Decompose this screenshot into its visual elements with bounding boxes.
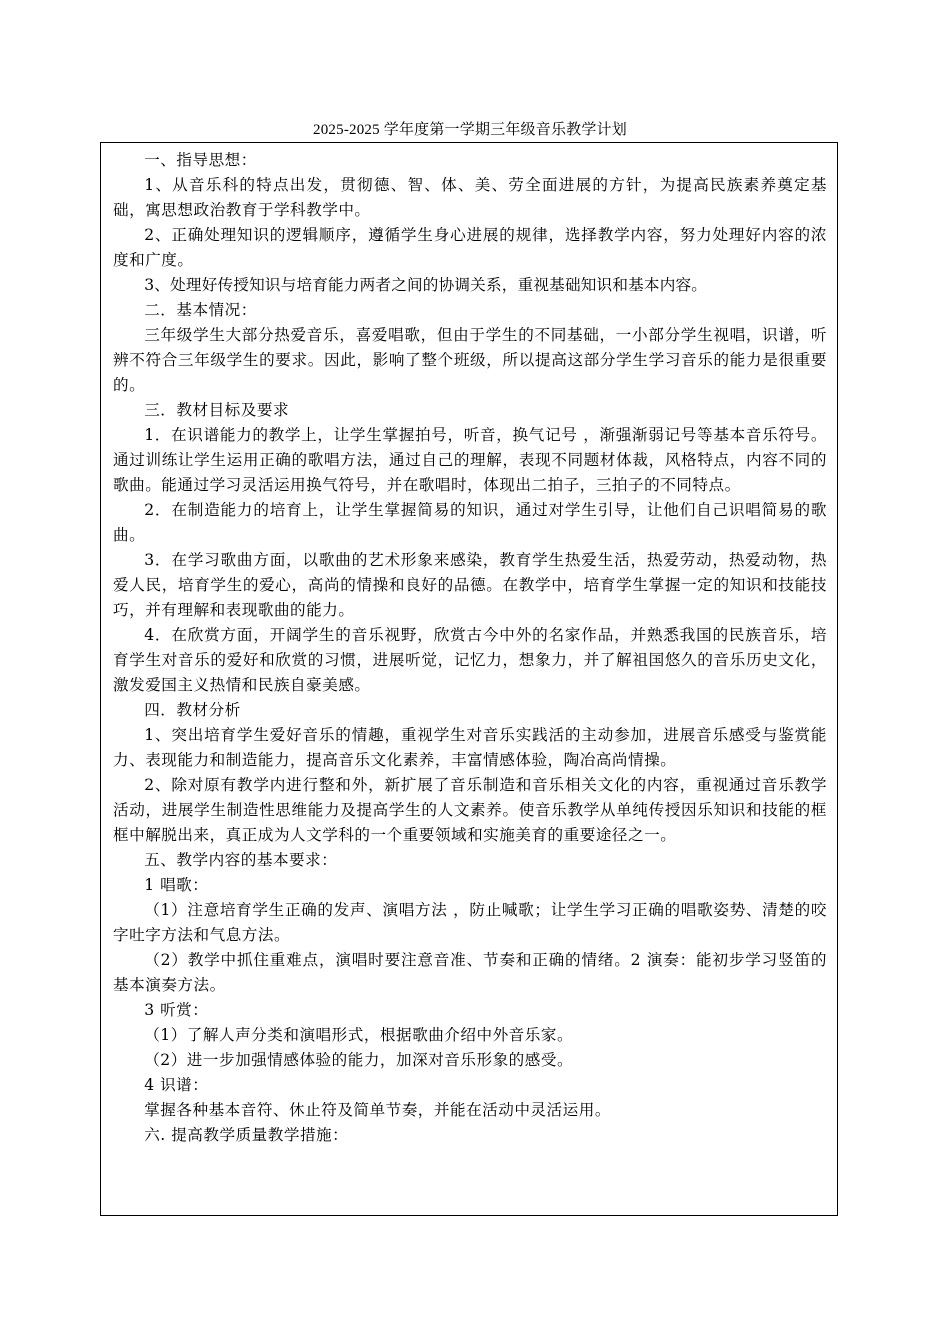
paragraph: 2．在制造能力的培育上，让学生掌握简易的知识，通过对学生引导，让他们自己识唱简易的歌曲。 — [113, 501, 827, 544]
section-heading-guiding-thought: 一、指导思想： — [144, 151, 257, 169]
paragraph: （2）教学中抓住重难点，演唱时要注意音准、节奏和正确的情绪。2 演奏：能初步学习竖笛的基本演奏方法。 — [113, 951, 827, 994]
content-table-cell — [100, 142, 838, 1216]
paragraph: （1）了解人声分类和演唱形式，根据歌曲介绍中外音乐家。 — [144, 1026, 574, 1044]
paragraph: 三年级学生大部分热爱音乐，喜爱唱歌，但由于学生的不同基础，一小部分学生视唱，识谱，听辨不符合三年级学生的要求。因此，影响了整个班级，所以提高这部分学生学习音乐的能力是很重要的。 — [113, 326, 827, 394]
section-heading-material-analysis: 四．教材分析 — [144, 701, 241, 719]
paragraph: 4．在欣赏方面，开阔学生的音乐视野，欣赏古今中外的名家作品，并熟悉我国的民族音乐，培育学生对音乐的爱好和欣赏的习惯，进展听觉，记忆力，想象力，并了解祖国悠久的音乐历史文化，激发爱国主义热情和民族自豪美感。 — [113, 626, 827, 694]
paragraph: 2、正确处理知识的逻辑顺序，遵循学生身心进展的规律，选择教学内容，努力处理好内容的浓度和广度。 — [113, 226, 827, 269]
paragraph: 1．在识谱能力的教学上，让学生掌握拍号，听音，换气记号 ，渐强渐弱记号等基本音乐符号。通过训练让学生运用正确的歌唱方法，通过自己的理解，表现不同题材体裁，风格特点，内容不同的歌曲。能通过学习灵活运用换气符号，并在歌唱时，体现出二拍子，三拍子的不同特点。 — [113, 426, 827, 494]
section-heading-goals: 三．教材目标及要求 — [144, 401, 290, 419]
paragraph: 掌握各种基本音符、休止符及简单节奏，并能在活动中灵活运用。 — [144, 1101, 611, 1119]
paragraph: 3、处理好传授知识与培育能力两者之间的协调关系，重视基础知识和基本内容。 — [144, 276, 708, 294]
paragraph: 3．在学习歌曲方面，以歌曲的艺术形象来感染，教育学生热爱生活，热爱劳动，热爱动物，热爱人民，培育学生的爱心，高尚的情操和良好的品德。在教学中，培育学生掌握一定的知识和技能技巧，并有理解和表现歌曲的能力。 — [113, 551, 827, 619]
paragraph: （1）注意培育学生正确的发声、演唱方法 ，防止喊歌；让学生学习正确的唱歌姿势、清楚的咬字吐字方法和气息方法。 — [113, 901, 827, 944]
paragraph: （2）进一步加强情感体验的能力，加深对音乐形象的感受。 — [144, 1051, 574, 1069]
paragraph: 1、突出培育学生爱好音乐的情趣，重视学生对音乐实践活的主动参加，进展音乐感受与鉴赏能力、表现能力和制造能力，提高音乐文化素养，丰富情感体验，陶冶高尚情操。 — [113, 726, 827, 769]
subheading-singing: 1 唱歌： — [144, 876, 209, 894]
subheading-notation: 4 识谱： — [144, 1076, 209, 1094]
section-heading-measures: 六. 提高教学质量教学措施： — [144, 1126, 349, 1144]
subheading-listening: 3 听赏： — [144, 1001, 209, 1019]
document-title: 2025-2025 学年度第一学期三年级音乐教学计划 — [313, 122, 627, 138]
paragraph: 1、从音乐科的特点出发，贯彻德、智、体、美、劳全面进展的方针，为提高民族素养奠定基础，寓思想政治教育于学科教学中。 — [113, 176, 827, 219]
section-heading-basic-situation: 二．基本情况： — [144, 301, 257, 319]
section-heading-requirements: 五、教学内容的基本要求： — [144, 851, 338, 869]
paragraph: 2、除对原有教学内进行整和外，新扩展了音乐制造和音乐相关文化的内容，重视通过音乐教学活动，进展学生制造性思维能力及提高学生的人文素养。使音乐教学从单纯传授因乐知识和技能的框框中解脱出来，真正成为人文学科的一个重要领域和实施美育的重要途径之一。 — [113, 776, 827, 844]
